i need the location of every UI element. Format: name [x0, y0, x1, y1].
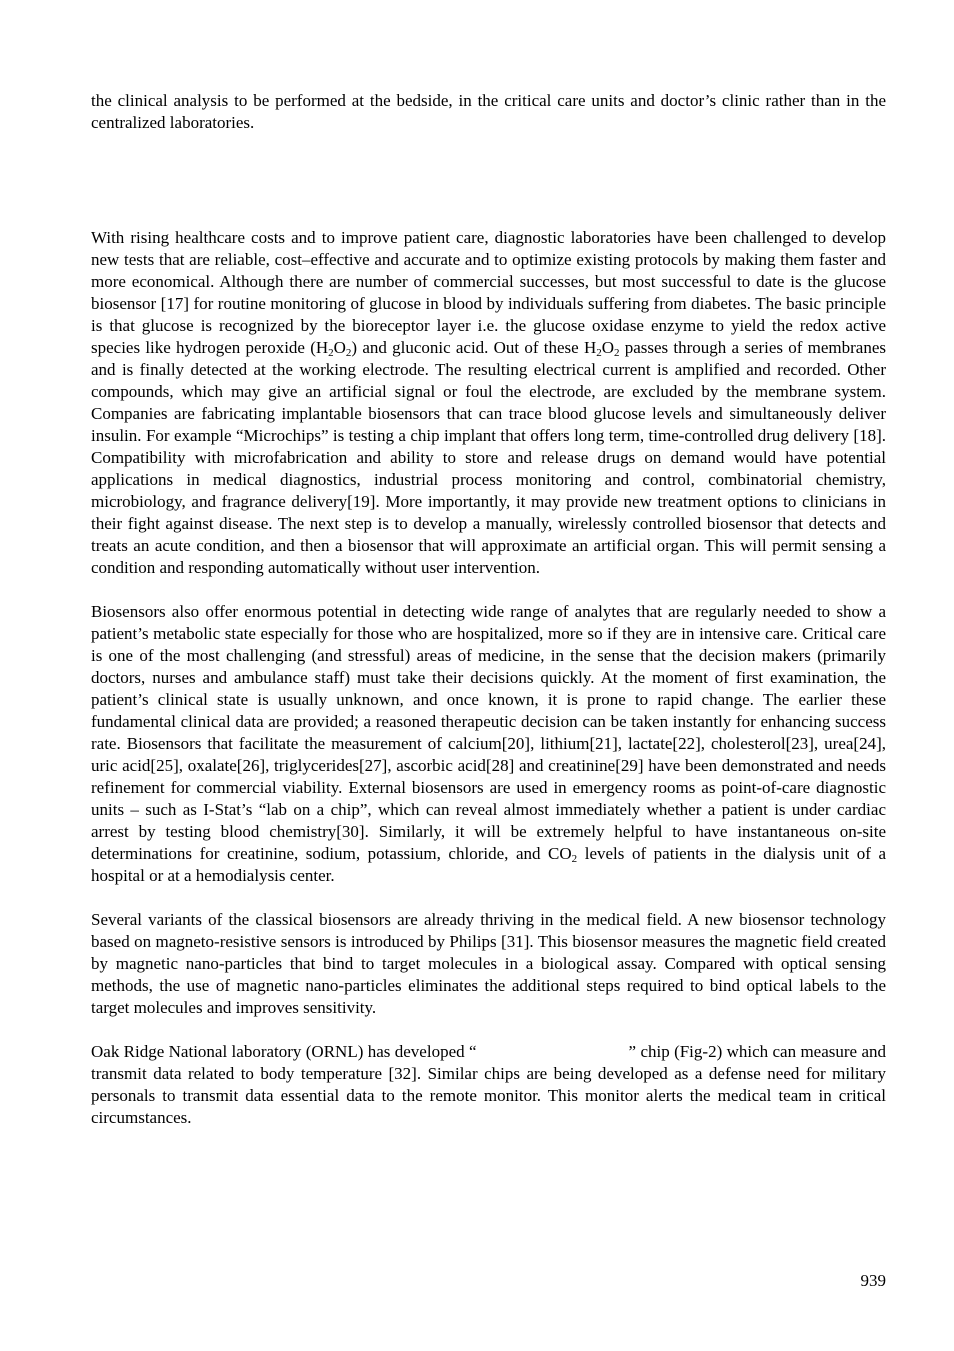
glucose-biosensor-paragraph: With rising healthcare costs and to improve patient care, diagnostic laboratories have been challenged to develop new tests that are reliable, cost–effective and accurate and to optimize existing protocols by making them faster and more economical. Although there are number of commercial successes, but most successful to date is the glucose biosensor [17] for routine monitoring of glucose in blood by individuals suffering from diabetes. The basic principle is that glucose is recognized by the bioreceptor layer i.e. the glucose oxidase enzyme to yield the redox active species like hydrogen peroxide $(H_2O_2)$ and gluconic acid. Out of these $H_2O_2$ passes through a series of membranes and is finally detected at the working electrode. The resulting electrical current is amplified and recorded. Other compounds, which may give an artificial signal or foul the electrode, are excluded by the membrane system. Companies are fabricating implantable biosensors that can trace blood glucose levels and simultaneously deliver insulin. For example “Microchips” is testing a chip implant that offers long term, time-controlled drug delivery [18]. Compatibility with microfabrication and ability to store and release drugs on demand would have potential applications in medical diagnostics, industrial process monitoring and control, combinatorial chemistry, microbiology, and fragrance delivery[19]. More importantly, it may provide new treatment options to clinicians in their fight against disease. The next step is to develop a manually, wirelessly controlled biosensor that detects and treats an acute condition, and then a biosensor that will approximate an artificial organ. This will permit sensing a condition and responding automatically without user intervention. [91, 228, 886, 577]
page-number: 939 [860, 1271, 886, 1290]
critical-care-paragraph: Biosensors also offer enormous potential in detecting wide range of analytes that are regularly needed to show a patient’s metabolic state especially for those who are hospitalized, more so if they are in intensive care. Critical care is one of the most challenging (and stressful) areas of medicine, in the sense that the decision makers (primarily doctors, nurses and ambulance staff) must take their decisions quickly. At the moment of first examination, the patient’s clinical state is usually unknown, and once known, it is prone to rapid change. The earlier these fundamental clinical data are provided; a reasoned therapeutic decision can be taken instantly for enhancing success rate. Biosensors that facilitate the measurement of calcium[20], lithium[21], lactate[22], cholesterol[23], urea[24], uric acid[25], oxalate[26], triglycerides[27], ascorbic acid[28] and creatinine[29] have been demonstrated and needs refinement for commercial viability. External biosensors are used in emergency rooms as point-of-care diagnostic units – such as I-Stat’s “lab on a chip”, which can reveal almost immediately whether a patient is under cardiac arrest by testing blood chemistry[30]. Similarly, it will be extremely helpful to have instantaneous on-site determinations for creatinine, sodium, potassium, chloride, and $CO_2$ levels of patients in the dialysis unit of a hospital or at a hemodialysis center. [91, 602, 887, 885]
intro-paragraph: the clinical analysis to be performed at the bedside, in the critical care units and doctor’s clinic rather than in the centralized laboratories. [91, 91, 886, 132]
page-body [91, 90, 886, 1151]
ornl-chip-paragraph: Oak Ridge National laboratory (ORNL) has developed “ ” chip (Fig-2) which can measure and transmit data related to body temperature [32]. Similar chips are being developed as a defense need for military personals to transmit data essential data to the remote monitor. This monitor alerts the medical team in critical circumstances. [91, 1042, 886, 1127]
section-gap [91, 134, 886, 227]
magneto-resistive-paragraph: Several variants of the classical biosensors are already thriving in the medical field. A new biosensor technology based on magneto-resistive sensors is introduced by Philips [31]. This biosensor measures the magnetic field created by magnetic nano-particles that bind to target molecules in a biological assay. Compared with optical sensing methods, the use of magnetic nano-particles eliminates the additional steps required to bind optical labels to the target molecules and improves sensitivity. [91, 910, 886, 1017]
